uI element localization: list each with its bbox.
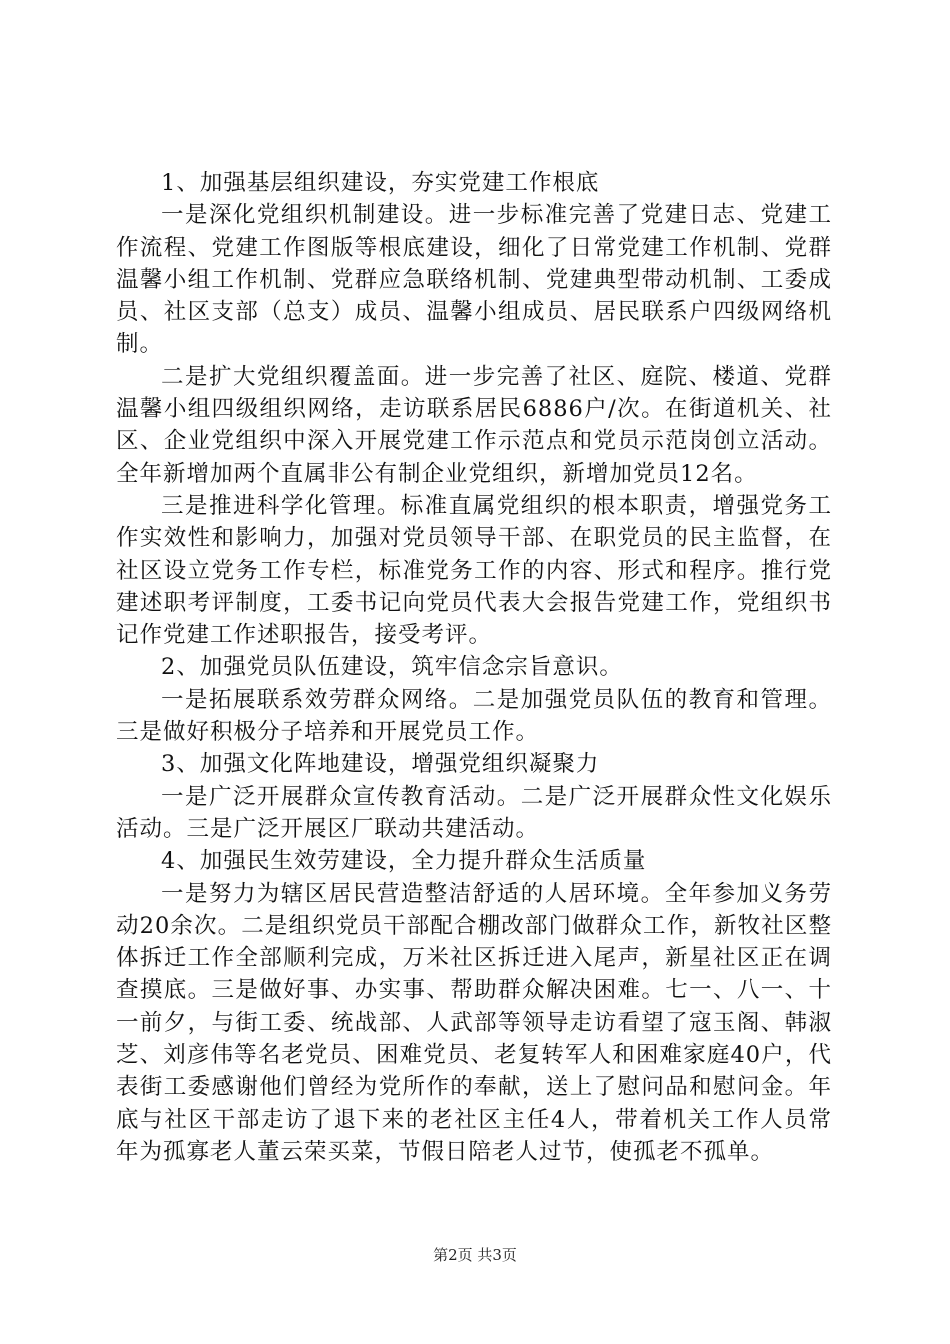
document-body <box>116 167 832 1168</box>
body-paragraph: 一是努力为辖区居民营造整洁舒适的人居环境。全年参加义务劳动20余次。二是组织党员干部配合棚改部门做群众工作，新牧社区整体拆迁工作全部顺利完成，万米社区拆迁进入尾声，新星社区正在调查摸底。三是做好事、办实事、帮助群众解决困难。七一、八一、十一前夕，与街工委、统战部、人武部等领导走访看望了寇玉阁、韩淑芝、刘彦伟等名老党员、困难党员、老复转军人和困难家庭40户，代表街工委感谢他们曾经为党所作的奉献，送上了慰问品和慰问金。年底与社区干部走访了退下来的老社区主任4人，带着机关工作人员常年为孤寡老人董云荣买菜，节假日陪老人过节，使孤老不孤单。 <box>116 880 832 1165</box>
body-paragraph: 一是深化党组织机制建设。进一步标准完善了党建日志、党建工作流程、党建工作图版等根底建设，细化了日常党建工作机制、党群温馨小组工作机制、党群应急联络机制、党建典型带动机制、工委成员、社区支部（总支）成员、温馨小组成员、居民联系户四级网络机制。 <box>116 202 832 358</box>
section-heading: 4、加强民生效劳建设，全力提升群众生活质量 <box>161 848 647 875</box>
body-paragraph: 一是拓展联系效劳群众网络。二是加强党员队伍的教育和管理。三是做好积极分子培养和开展党员工作。 <box>116 686 832 746</box>
section-heading: 3、加强文化阵地建设，增强党组织凝聚力 <box>161 751 600 778</box>
body-paragraph: 二是扩大党组织覆盖面。进一步完善了社区、庭院、楼道、党群温馨小组四级组织网络，走访联系居民6886户/次。在街道机关、社区、企业党组织中深入开展党建工作示范点和党员示范岗创立活动。全年新增加两个直属非公有制企业党组织，新增加党员12名。 <box>116 363 832 487</box>
body-paragraph: 一是广泛开展群众宣传教育活动。二是广泛开展群众性文化娱乐活动。三是广泛开展区厂联动共建活动。 <box>116 783 832 842</box>
body-paragraph: 三是推进科学化管理。标准直属党组织的根本职责，增强党务工作实效性和影响力，加强对党员领导干部、在职党员的民主监督，在社区设立党务工作专栏，标准党务工作的内容、形式和程序。推行党建述职考评制度，工委书记向党员代表大会报告党建工作，党组织书记作党建工作述职报告，接受考评。 <box>116 492 832 649</box>
page-number: 第2页 共3页 <box>433 1246 517 1264</box>
section-heading: 2、加强党员队伍建设，筑牢信念宗旨意识。 <box>161 654 623 681</box>
section-heading: 1、加强基层组织建设，夯实党建工作根底 <box>161 170 600 196</box>
